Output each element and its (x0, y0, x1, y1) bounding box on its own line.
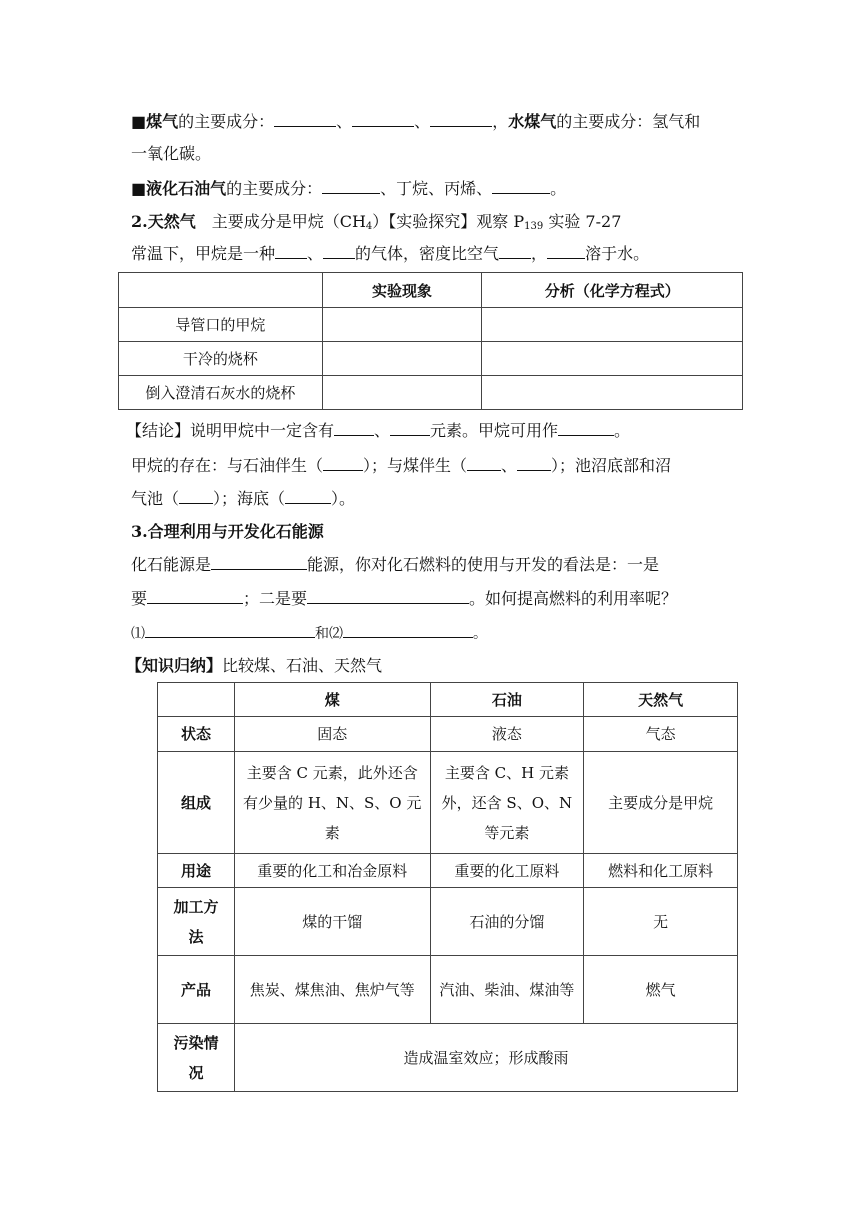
separator: ， (531, 244, 548, 263)
existence-text-5: ）；海底（ (213, 489, 286, 508)
table-cell: 重要的化工原料 (430, 854, 584, 888)
answer-blank[interactable] (322, 178, 380, 194)
answer-blank[interactable] (390, 420, 430, 436)
bullet: ■ (131, 112, 147, 131)
continuation-text: 一氧化碳。 (131, 144, 212, 163)
table-cell: 煤的干馏 (234, 888, 430, 956)
row-label: 产品 (158, 956, 235, 1024)
water-gas-term: 水煤气 (508, 112, 557, 131)
table-cell: 主要成分是甲烷 (584, 752, 738, 854)
table-header-row (158, 683, 738, 717)
table-row (158, 956, 738, 1024)
answer-blank[interactable] (492, 178, 550, 194)
row-label: 倒入澄清石灰水的烧杯 (119, 376, 323, 410)
existence-text-2: ）；与煤伴生（ (363, 456, 468, 475)
coal-gas-text: 的主要成分： (178, 112, 275, 131)
table-cell: 主要含 C 元素，此外还含有少量的 H、N、S、O 元素 (234, 752, 430, 854)
table-cell: 造成温室效应；形成酸雨 (234, 1024, 737, 1092)
section-heading: 2.天然气 (131, 212, 196, 231)
answer-blank[interactable] (558, 420, 614, 436)
coal-gas-line (131, 111, 700, 133)
answer-blank[interactable] (323, 243, 355, 259)
answer-blank[interactable] (547, 243, 585, 259)
methane-text-2: 的气体，密度比空气 (355, 244, 500, 263)
table-cell: 石油的分馏 (430, 888, 584, 956)
separator: 、 (501, 456, 518, 475)
answer-blank[interactable] (323, 455, 363, 471)
table-row (119, 308, 743, 342)
table-header: 实验现象 (322, 273, 482, 308)
row-label: 干冷的烧杯 (119, 342, 323, 376)
fossil-energy-line-2 (131, 588, 677, 610)
continuation-line (131, 143, 211, 165)
answer-blank[interactable] (147, 588, 243, 604)
methane-text: 常温下，甲烷是一种 (131, 244, 276, 263)
answer-blank[interactable] (467, 455, 501, 471)
table-header: 分析（化学方程式） (482, 273, 743, 308)
water-gas-text: 的主要成分：氢气和 (556, 112, 701, 131)
comparison-table (157, 682, 738, 1092)
answer-cell[interactable] (322, 308, 482, 342)
experiment-table (118, 272, 743, 410)
summary-text: 比较煤、石油、天然气 (222, 656, 383, 675)
answer-blank[interactable] (211, 554, 307, 570)
existence-text-4: 气池（ (131, 489, 180, 508)
lpg-line (131, 178, 566, 200)
conclusion-line (126, 420, 630, 442)
conclusion-text-2: 元素。甲烷可用作 (430, 421, 559, 440)
table-row (158, 752, 738, 854)
answer-blank[interactable] (343, 622, 473, 638)
existence-text: 甲烷的存在：与石油伴生（ (131, 456, 324, 475)
summary-heading: 【知识归纳】 (126, 656, 223, 675)
table-header: 石油 (430, 683, 584, 717)
row-label: 用途 (158, 854, 235, 888)
answer-blank[interactable] (275, 243, 307, 259)
page-subscript: 139 (524, 221, 544, 232)
lpg-text: 的主要成分： (226, 179, 323, 198)
table-row (119, 376, 743, 410)
answer-blank[interactable] (352, 111, 414, 127)
conclusion-text: 【结论】说明甲烷中一定含有 (126, 421, 335, 440)
natural-gas-text: 主要成分是甲烷（CH (211, 212, 366, 231)
table-cell: 燃料和化工原料 (584, 854, 738, 888)
table-header (158, 683, 235, 717)
natural-gas-text-2: ）【实验探究】观察 P (372, 212, 525, 231)
answer-blank[interactable] (517, 455, 551, 471)
separator: 、 (374, 421, 391, 440)
table-header: 天然气 (584, 683, 738, 717)
subscript: 4 (365, 221, 373, 232)
answer-blank[interactable] (179, 488, 213, 504)
table-row (158, 854, 738, 888)
coal-gas-term: 煤气 (146, 112, 179, 131)
methane-properties-line (131, 243, 649, 265)
answer-cell[interactable] (482, 376, 743, 410)
table-cell: 燃气 (584, 956, 738, 1024)
summary-heading-line (126, 655, 382, 677)
methane-text-3: 溶于水。 (585, 244, 650, 263)
answer-blank[interactable] (430, 111, 492, 127)
row-label: 状态 (158, 717, 235, 752)
table-header: 煤 (234, 683, 430, 717)
table-row (119, 342, 743, 376)
existence-text-6: ）。 (331, 489, 356, 508)
period: 。 (550, 179, 567, 198)
separator: 、 (307, 244, 324, 263)
table-cell: 液态 (430, 717, 584, 752)
table-row (158, 1024, 738, 1092)
fossil-text-4: ；二是要 (243, 589, 308, 608)
table-cell: 汽油、柴油、煤油等 (430, 956, 584, 1024)
methane-existence-line-2 (131, 488, 355, 510)
answer-blank[interactable] (334, 420, 374, 436)
fossil-text-3: 要 (131, 589, 148, 608)
table-row (158, 888, 738, 956)
table-cell: 气态 (584, 717, 738, 752)
table-cell: 固态 (234, 717, 430, 752)
answer-cell[interactable] (482, 342, 743, 376)
period: 。 (473, 626, 487, 642)
answer-blank[interactable] (145, 622, 315, 638)
answer-cell[interactable] (482, 308, 743, 342)
fossil-text-2: 能源，你对化石燃料的使用与开发的看法是：一是 (307, 555, 660, 574)
natural-gas-heading-line (131, 211, 621, 238)
table-cell: 主要含 C、H 元素外，还含 S、O、N 等元素 (430, 752, 584, 854)
answer-cell[interactable] (322, 376, 482, 410)
bullet: ■ (131, 179, 147, 198)
table-cell: 无 (584, 888, 738, 956)
answer-blank[interactable] (499, 243, 531, 259)
row-label: 导管口的甲烷 (119, 308, 323, 342)
row-label: 污染情况 (158, 1024, 235, 1092)
answer-blank[interactable] (307, 588, 469, 604)
fossil-energy-line (131, 554, 659, 576)
fossil-text: 化石能源是 (131, 555, 212, 574)
table-header-row (119, 273, 743, 308)
methane-existence-line (131, 455, 671, 477)
table-header (119, 273, 323, 308)
separator: 、 (414, 112, 431, 131)
table-cell: 焦炭、煤焦油、焦炉气等 (234, 956, 430, 1024)
row-label: 加工方法 (158, 888, 235, 956)
answer-cell[interactable] (322, 342, 482, 376)
item-2-marker: 和⑵ (315, 626, 343, 642)
row-label: 组成 (158, 752, 235, 854)
fossil-energy-heading-line (131, 521, 324, 543)
fossil-text-5: 。如何提高燃料的利用率呢？ (469, 589, 678, 608)
lpg-term: 液化石油气 (146, 179, 227, 198)
separator: 、 (336, 112, 353, 131)
improve-efficiency-line (131, 622, 487, 645)
answer-blank[interactable] (274, 111, 336, 127)
item-1-marker: ⑴ (131, 626, 145, 642)
lpg-text-2: 、丁烷、丙烯、 (380, 179, 493, 198)
separator: ， (492, 112, 509, 131)
section-heading: 3.合理利用与开发化石能源 (131, 522, 324, 541)
period: 。 (614, 421, 631, 440)
existence-text-3: ）；池沼底部和沼 (551, 456, 672, 475)
table-cell: 重要的化工和冶金原料 (234, 854, 430, 888)
table-row (158, 717, 738, 752)
experiment-ref: 实验 7-27 (543, 212, 622, 231)
answer-blank[interactable] (285, 488, 331, 504)
